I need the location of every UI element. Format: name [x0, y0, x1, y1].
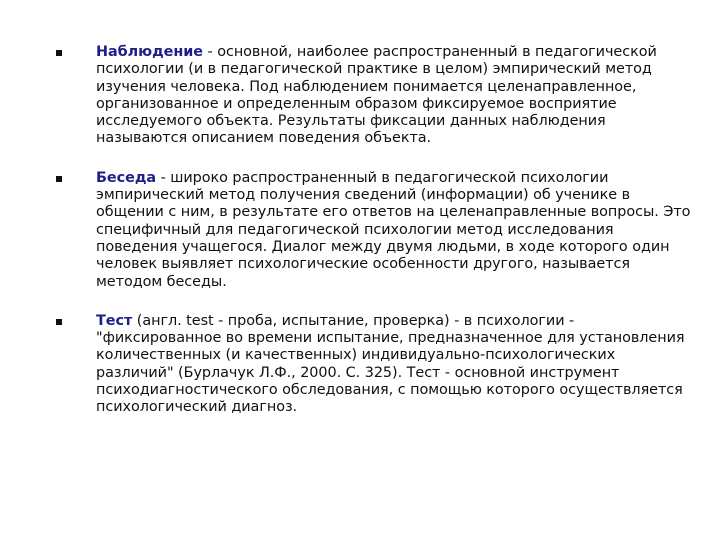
list-item-test: [56, 313, 696, 417]
list-item-conversation: [56, 170, 696, 291]
term-conversation: Беседа: [96, 169, 157, 186]
definition-observation: - основной, наиболее распространенный в педагогической психологии (и в педагогической практике в целом) эмпирический метод изучения человека. Под наблюдением понимается целенаправленное, организованное и определенным образом фиксируемое восприятие исследуемого объекта. Результаты фиксации данных наблюдения называются описанием поведения объекта.: [96, 44, 657, 147]
definition-test: (англ. test - проба, испытание, проверка) - в психологии - "фиксированное во времени испытание, предназначенное для установления количественных (и качественных) индивидуально-психологических различий" (Бурлачук Л.Ф., 2000. С. 325). Тест - основной инструмент психодиагностического обследования, с помощью которого осуществляется психологический диагноз.: [96, 312, 685, 416]
bullet-list: [56, 44, 696, 439]
square-bullet-icon: [56, 319, 62, 325]
square-bullet-icon: [56, 176, 62, 182]
list-item-observation: [56, 44, 696, 148]
definition-conversation: - широко распространенный в педагогической психологии эмпирический метод получения сведений (информации) об ученике в общении с ним, в результате его ответов на целенаправленные вопросы. Это специфичный для педагогической психологии метод исследования поведения учащегося. Диалог между двумя людьми, в ходе которого один человек выявляет психологические особенности другого, называется методом беседы.: [96, 169, 691, 290]
term-observation: Наблюдение: [96, 44, 204, 60]
term-test: Тест: [96, 312, 133, 329]
square-bullet-icon: [56, 50, 62, 56]
